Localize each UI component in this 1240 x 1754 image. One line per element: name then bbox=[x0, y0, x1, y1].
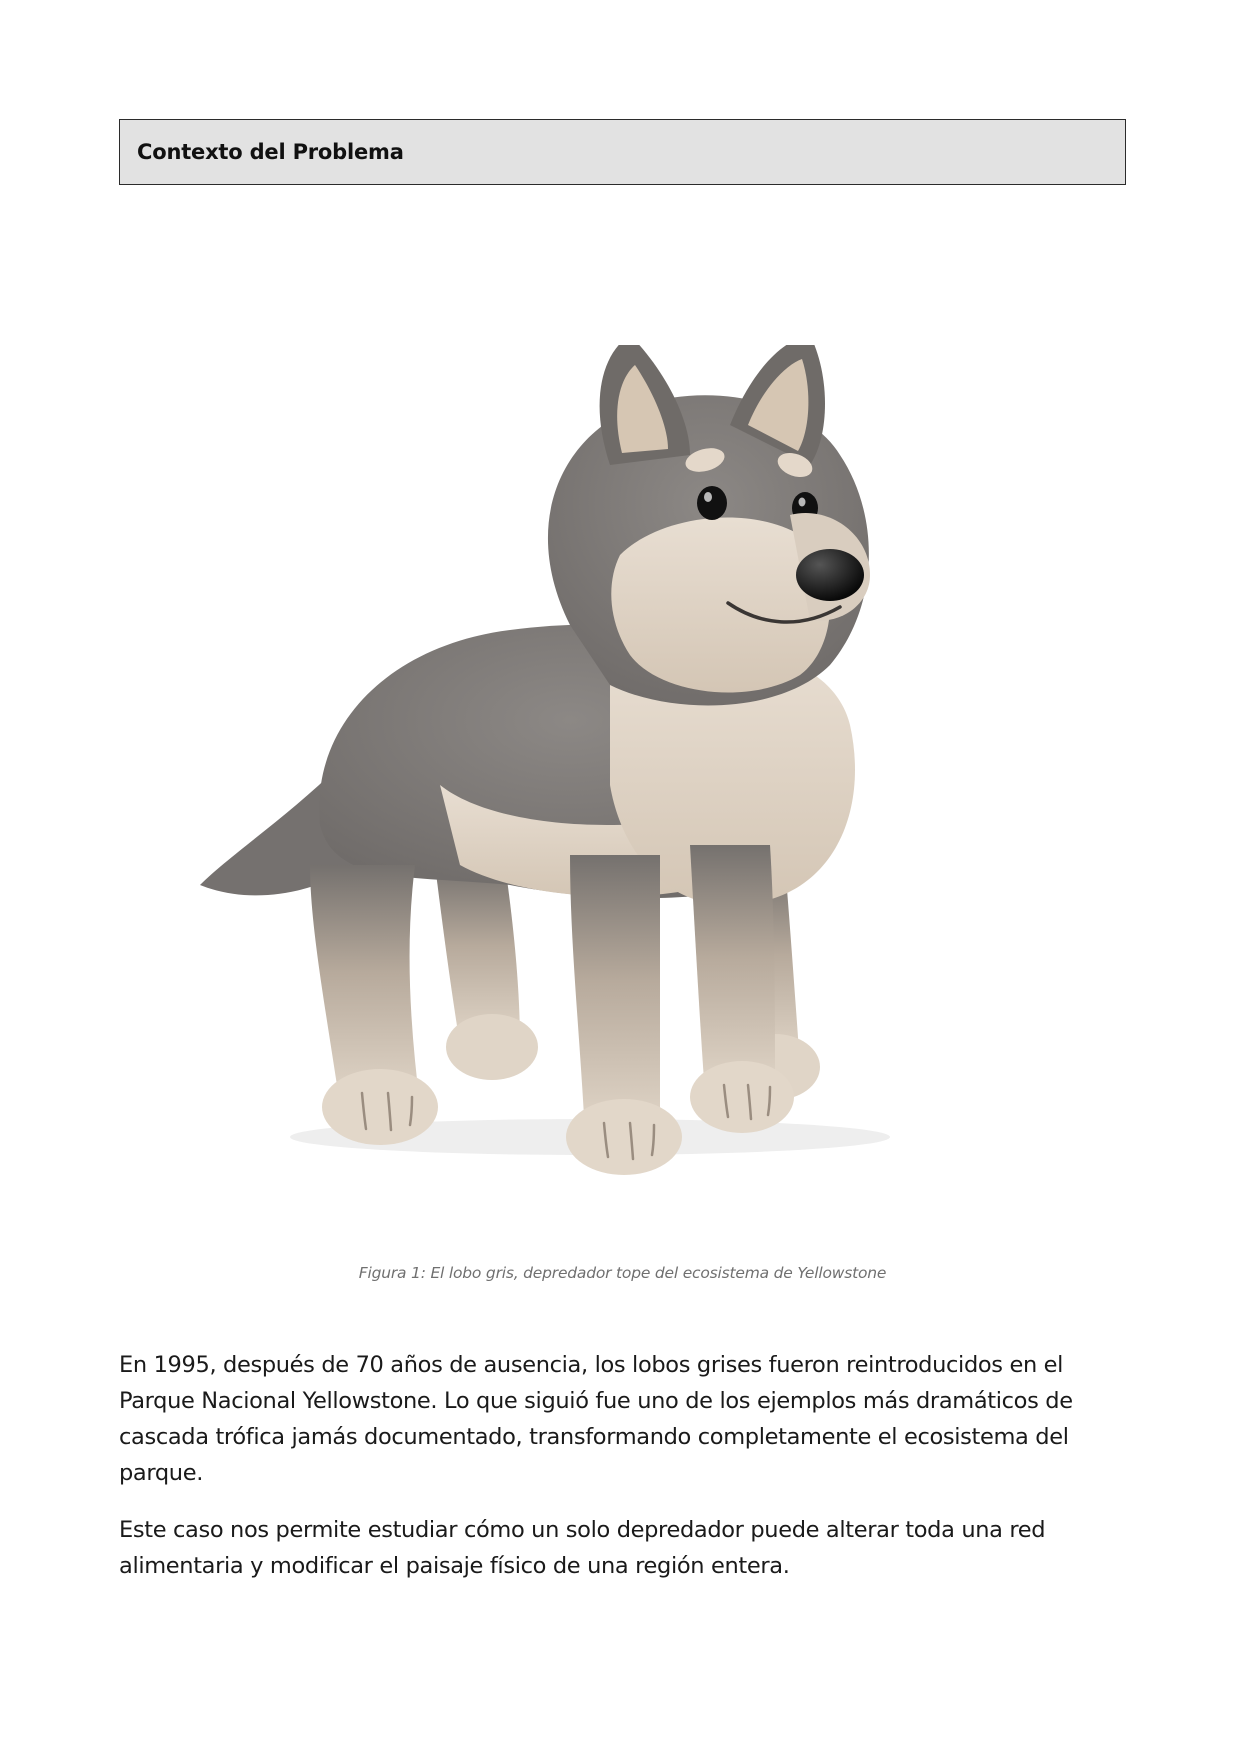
paragraph-purpose: Este caso nos permite estudiar cómo un solo depredador puede alterar toda una red alimentaria y modificar el paisaje físico de una región entera. bbox=[119, 1517, 1046, 1579]
figure bbox=[190, 345, 970, 1175]
paragraph-intro: En 1995, después de 70 años de ausencia, los lobos grises fueron reintroducidos en el Parque Nacional Yellowstone. Lo que siguió fue uno de los ejemplos más dramáticos de cascada trófica jamás documentado, transformando completamente el ecosistema del parque. bbox=[119, 1352, 1073, 1486]
figure-caption: Figura 1: El lobo gris, depredador tope del ecosistema de Yellowstone bbox=[358, 1264, 887, 1282]
section-header bbox=[119, 119, 1126, 185]
gray-wolf-illustration bbox=[190, 345, 970, 1175]
section-title: Contexto del Problema bbox=[137, 140, 404, 164]
